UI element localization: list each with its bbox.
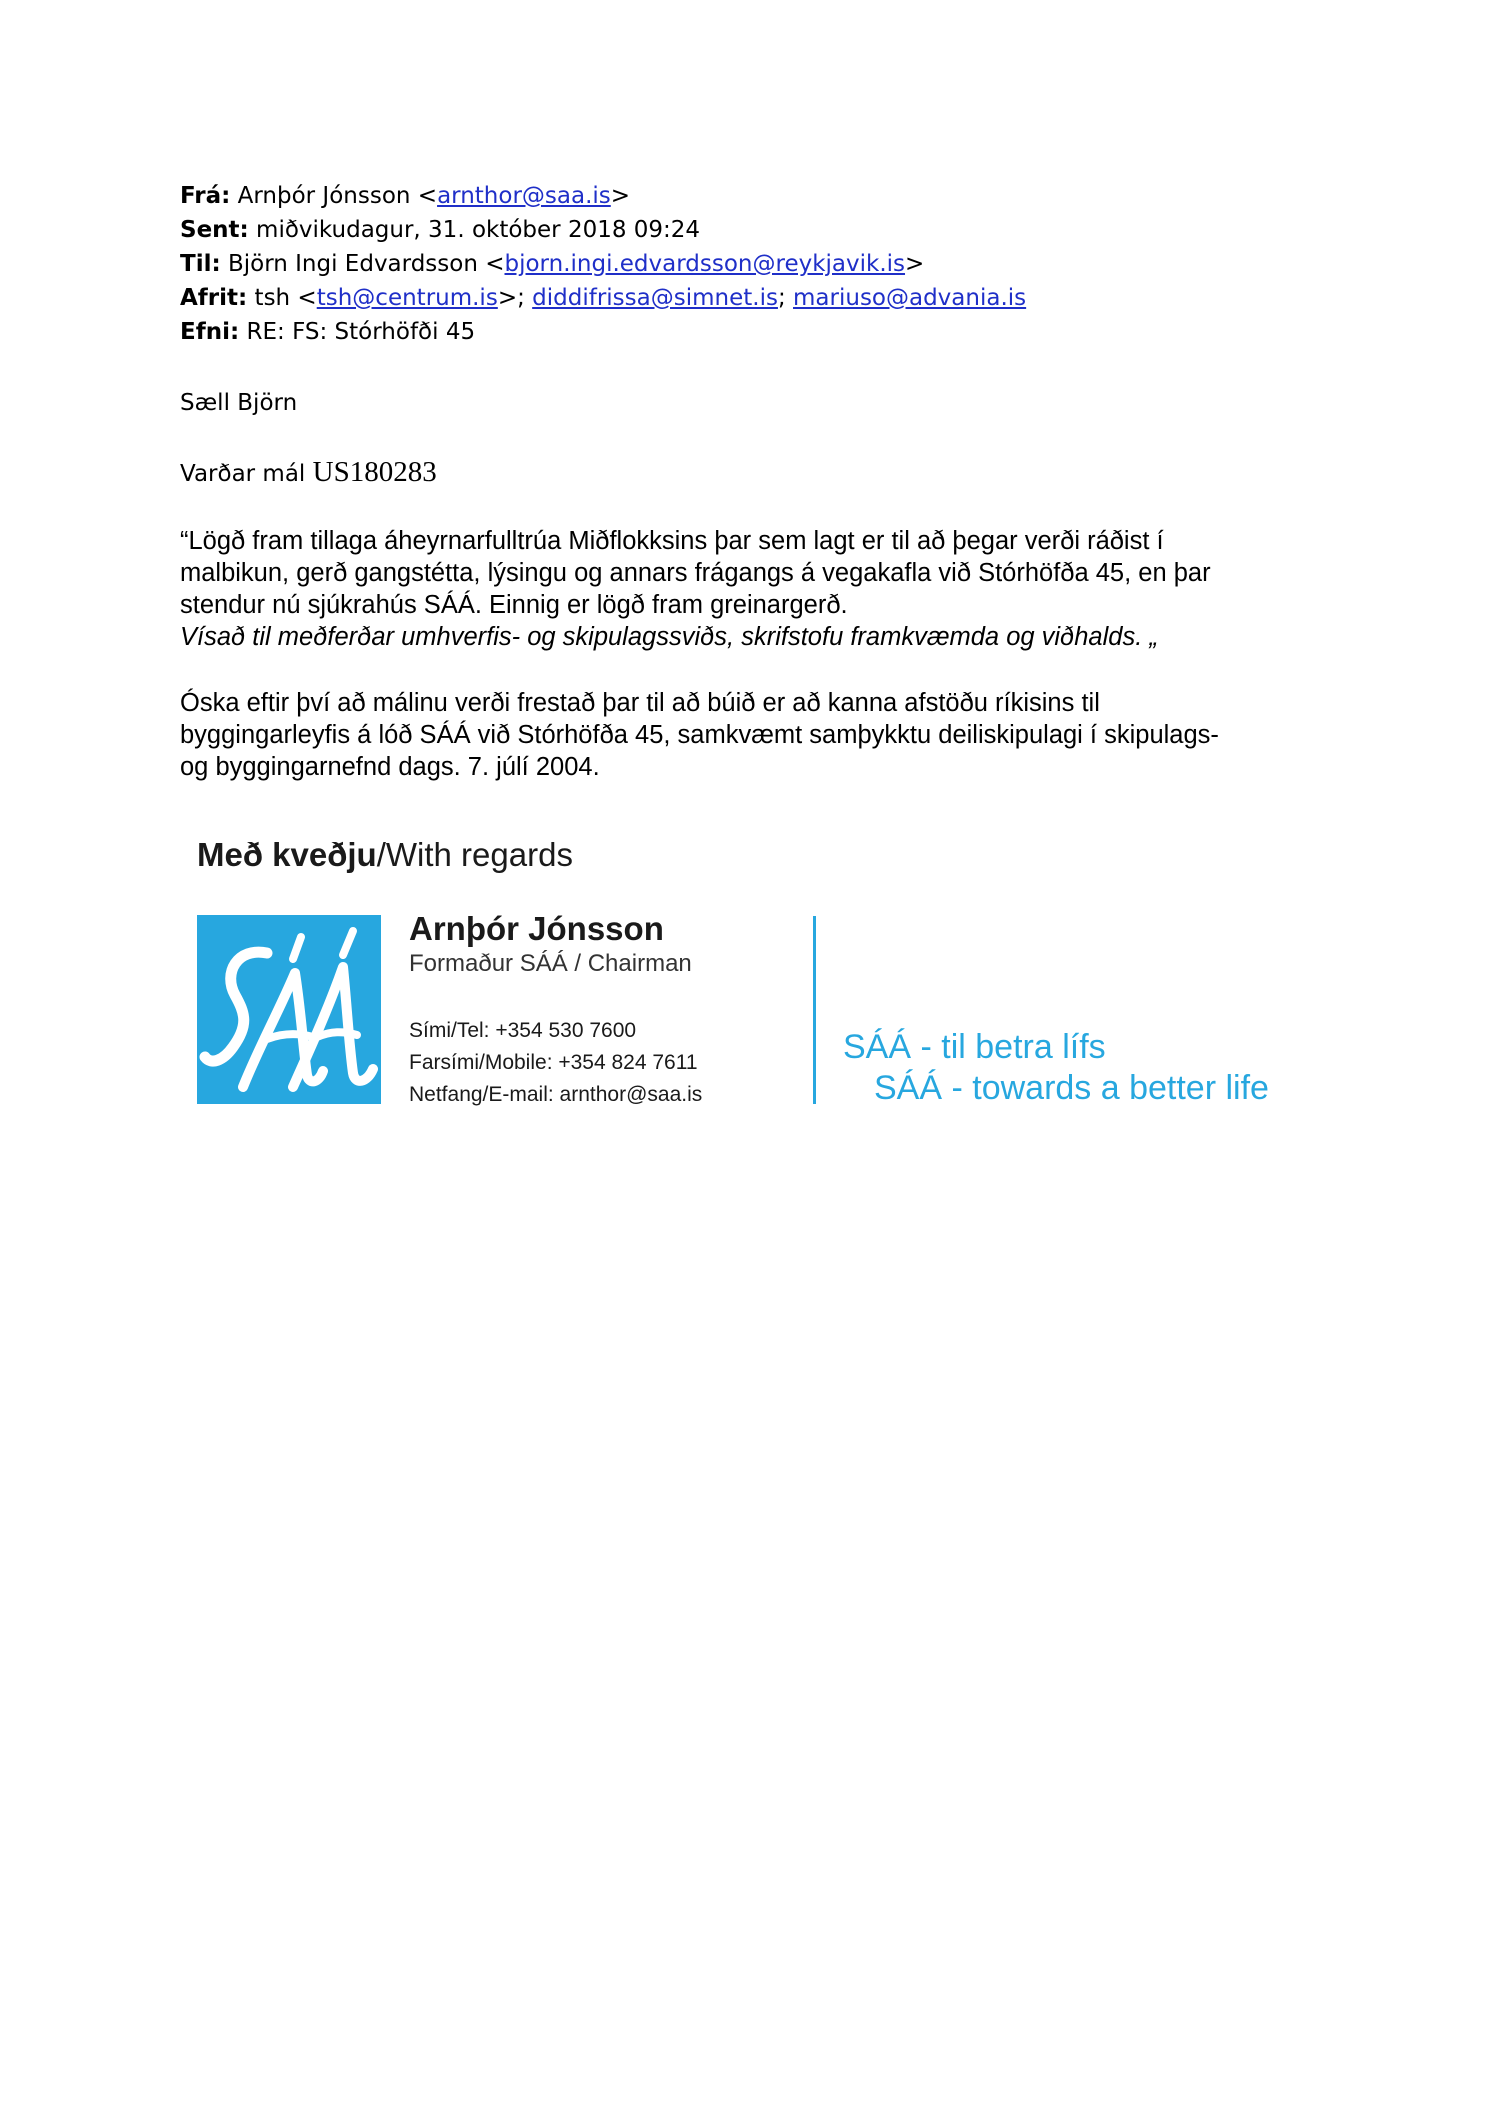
request-line: byggingarleyfis á lóð SÁÁ við Stórhöfða 45, samkvæmt samþykktu deiliskipulagi í skipulags- [180,721,1219,749]
quote-line: “Lögð fram tillaga áheyrnarfulltrúa Miðflokksins þar sem lagt er til að þegar verði ráðist í [180,527,1164,555]
request-line: og byggingarnefnd dags. 7. júlí 2004. [180,753,600,781]
request-line: Óska eftir því að málinu verði frestað þar til að búið er að kanna afstöðu ríkisins til [180,689,1100,717]
matter-label: Varðar mál [180,461,313,487]
regards-rest: /With regards [376,836,573,873]
to-label: Til: [180,251,221,277]
signature-divider [813,916,816,1104]
signature-mobile: Farsími/Mobile: +354 824 7611 [409,1051,698,1074]
cc-label: Afrit: [180,285,248,311]
regards-bold: Með kveðju [197,836,377,873]
signature-title: Formaður SÁÁ / Chairman [409,950,692,977]
saa-logo [197,915,381,1104]
slogan-icelandic: SÁÁ - til betra lífs [843,1028,1106,1066]
from-close: > [610,183,631,209]
slogan-english: SÁÁ - towards a better life [874,1069,1269,1107]
case-number: US180283 [312,456,437,488]
quoted-proposal [180,525,1340,653]
signature-name: Arnþór Jónsson [409,910,664,947]
signature-phone: Sími/Tel: +354 530 7600 [409,1019,637,1042]
to-email-link[interactable]: bjorn.ingi.edvardsson@reykjavik.is [504,251,906,277]
subject-label: Efni: [180,319,240,345]
quote-line: malbikun, gerð gangstétta, lýsingu og annars frágangs á vegakafla við Stórhöfða 45, en þar [180,559,1211,587]
from-email-link[interactable]: arnthor@saa.is [437,183,611,209]
subject-value: RE: FS: Stórhöfði 45 [246,319,476,345]
sent-value: miðvikudagur, 31. október 2018 09:24 [256,217,701,243]
greeting: Sæll Björn [180,390,298,416]
email-header [180,179,1026,349]
sent-label: Sent: [180,217,249,243]
cc-email-link-1[interactable]: tsh@centrum.is [316,285,498,311]
to-name: Björn Ingi Edvardsson < [227,251,505,277]
from-name: Arnþór Jónsson < [237,183,438,209]
postponement-request [180,687,1340,783]
cc-email-link-2[interactable]: diddifrissa@simnet.is [532,285,778,311]
to-close: > [905,251,925,277]
subject-row [180,315,1026,349]
cc-row [180,281,1026,315]
quote-line-italic: Vísað til meðferðar umhverfis- og skipulagssviðs, skrifstofu framkvæmda og viðhalds. „ [180,623,1158,651]
to-row [180,247,1026,281]
signature-email: Netfang/E-mail: arnthor@saa.is [409,1083,703,1106]
matter-line [180,453,437,493]
from-label: Frá: [180,183,231,209]
closing-regards [197,836,573,874]
quote-line: stendur nú sjúkrahús SÁÁ. Einnig er lögð fram greinargerð. [180,591,848,619]
from-row [180,179,1026,213]
cc-separator-2: ; [777,285,794,311]
cc-email-link-3[interactable]: mariuso@advania.is [793,285,1027,311]
cc-separator-1: >; [497,285,533,311]
signature-contact [409,1015,702,1111]
cc-name: tsh < [254,285,317,311]
saa-logo-graphic [197,915,381,1104]
sent-row [180,213,1026,247]
